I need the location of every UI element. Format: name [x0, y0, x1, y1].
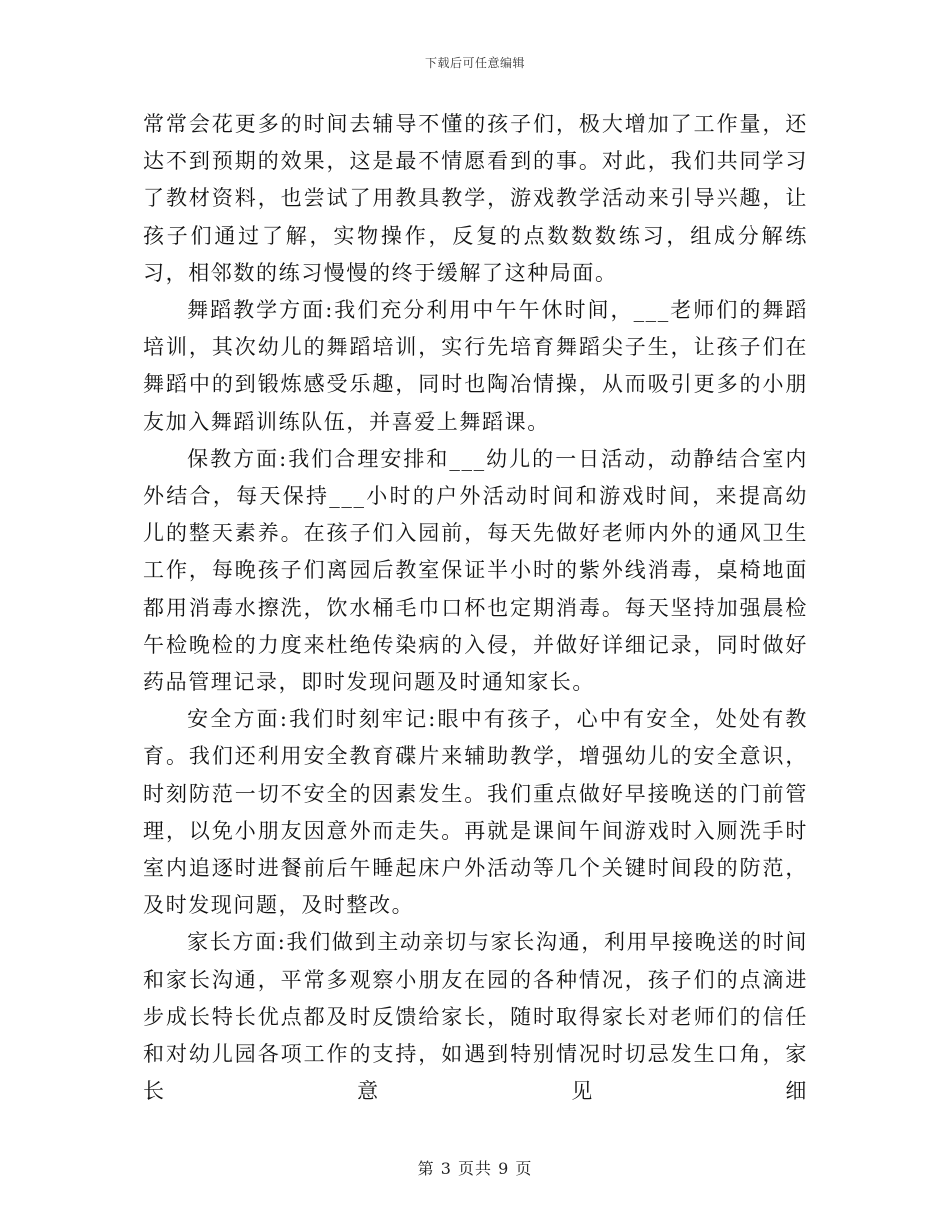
page-header-note: 下载后可任意编辑: [424, 56, 525, 70]
paragraph-care-education: 保教方面:我们合理安排和___幼儿的一日活动，动静结合室内外结合，每天保持___小时的户外活动时间和游戏时间，来提高幼儿的整天素养。在孩子们入园前，每天先做好老师内外的通风卫生工作，每晚孩子们离园后教室保证半小时的紫外线消毒，桌椅地面都用消毒水擦洗，饮水桶毛巾口杯也定期消毒。每天坚持加强晨检午检晚检的力度来杜绝传染病的入侵，并做好详细记录，同时做好药品管理记录，即时发现问题及时通知家长。: [143, 446, 808, 695]
paragraph-teaching-math: 常常会花更多的时间去辅导不懂的孩子们，极大增加了工作量，还达不到预期的效果，这是最不情愿看到的事。对此，我们共同学习了教材资料，也尝试了用教具教学，游戏教学活动来引导兴趣，让孩子们通过了解，实物操作，反复的点数数数练习，组成分解练习，相邻数的练习慢慢的终于缓解了这种局面。: [143, 112, 808, 285]
paragraph-safety: 安全方面:我们时刻牢记:眼中有孩子，心中有安全，处处有教育。我们还利用安全教育碟片来辅助教学，增强幼儿的安全意识，时刻防范一切不安全的因素发生。我们重点做好早接晚送的门前管理，以免小朋友因意外而走失。再就是课间午间游戏时入厕洗手时室内追逐时进餐前后午睡起床户外活动等几个关键时间段的防范，及时发现问题，及时整改。: [143, 707, 808, 918]
page-number-footer: 第 3 页共 9 页: [417, 1159, 533, 1178]
paragraph-dance-teaching: 舞蹈教学方面:我们充分利用中午午休时间，___老师们的舞蹈培训，其次幼儿的舞蹈培训，实行先培育舞蹈尖子生，让孩子们在舞蹈中的到锻炼感受乐趣，同时也陶冶情操，从而吸引更多的小朋友加入舞蹈训练队伍，并喜爱上舞蹈课。: [143, 298, 808, 434]
paragraph-parents: 家长方面:我们做到主动亲切与家长沟通，利用早接晚送的时间和家长沟通，平常多观察小朋友在园的各种情况，孩子们的点滴进步成长特长优点都及时反馈给家长，随时取得家长对老师们的信任和对幼儿园各项工作的支持，如遇到特别情况时切忌发生口角，家长意见细: [143, 930, 808, 1104]
document-body: [143, 106, 808, 1110]
